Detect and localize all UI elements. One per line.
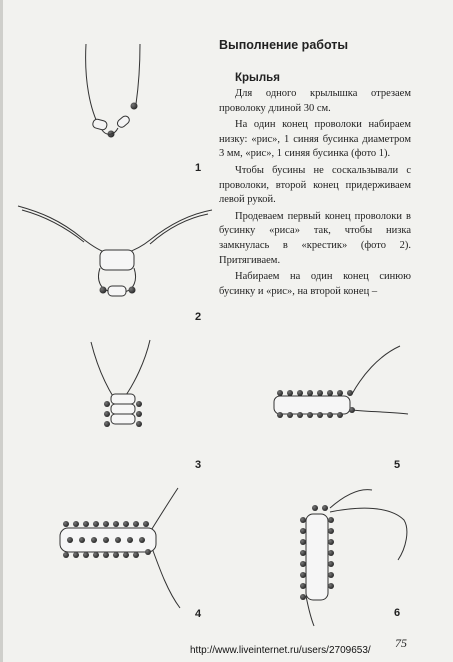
paragraph: Набираем на один конец синюю бусинку и «рис», на второй конец – bbox=[219, 271, 411, 297]
figure-3-drawing bbox=[91, 340, 150, 427]
section-title: Выполнение работы bbox=[219, 38, 349, 52]
figure-4-drawing bbox=[60, 488, 180, 608]
figure-6-label: 6 bbox=[394, 607, 401, 619]
figure-6-drawing bbox=[300, 490, 407, 626]
paragraph: Чтобы бусины не соскальзывали с проволоки, второй конец придерживаем левой рукой. bbox=[219, 164, 411, 206]
figure-1-drawing bbox=[86, 44, 140, 138]
paragraph: На один конец проволоки набираем низку: «рис», 1 синяя бусинка диаметром 3 мм, «рис», 1 синяя бусинка (фото 1). bbox=[219, 119, 411, 160]
figure-3-label: 3 bbox=[195, 459, 202, 471]
instructions-column bbox=[219, 38, 411, 301]
figure-1-label: 1 bbox=[195, 162, 202, 174]
figure-4-label: 4 bbox=[195, 608, 202, 620]
figure-2-label: 2 bbox=[195, 311, 202, 323]
watermark-url: http://www.liveinternet.ru/users/2709653/ bbox=[190, 645, 371, 656]
figure-2-drawing bbox=[18, 206, 212, 296]
figure-5-label: 5 bbox=[394, 459, 401, 471]
figure-5-drawing bbox=[274, 346, 408, 418]
subheading: Крылья bbox=[235, 72, 280, 84]
paragraph: Для одного крылышка отрезаем проволоку длиной 30 см. bbox=[219, 88, 411, 114]
page-number: 75 bbox=[395, 636, 407, 650]
paragraph: Продеваем первый конец проволоки в бусинку «риса» так, чтобы низка замкнулась в «крестик» (фото 2). Притягиваем. bbox=[219, 210, 411, 266]
